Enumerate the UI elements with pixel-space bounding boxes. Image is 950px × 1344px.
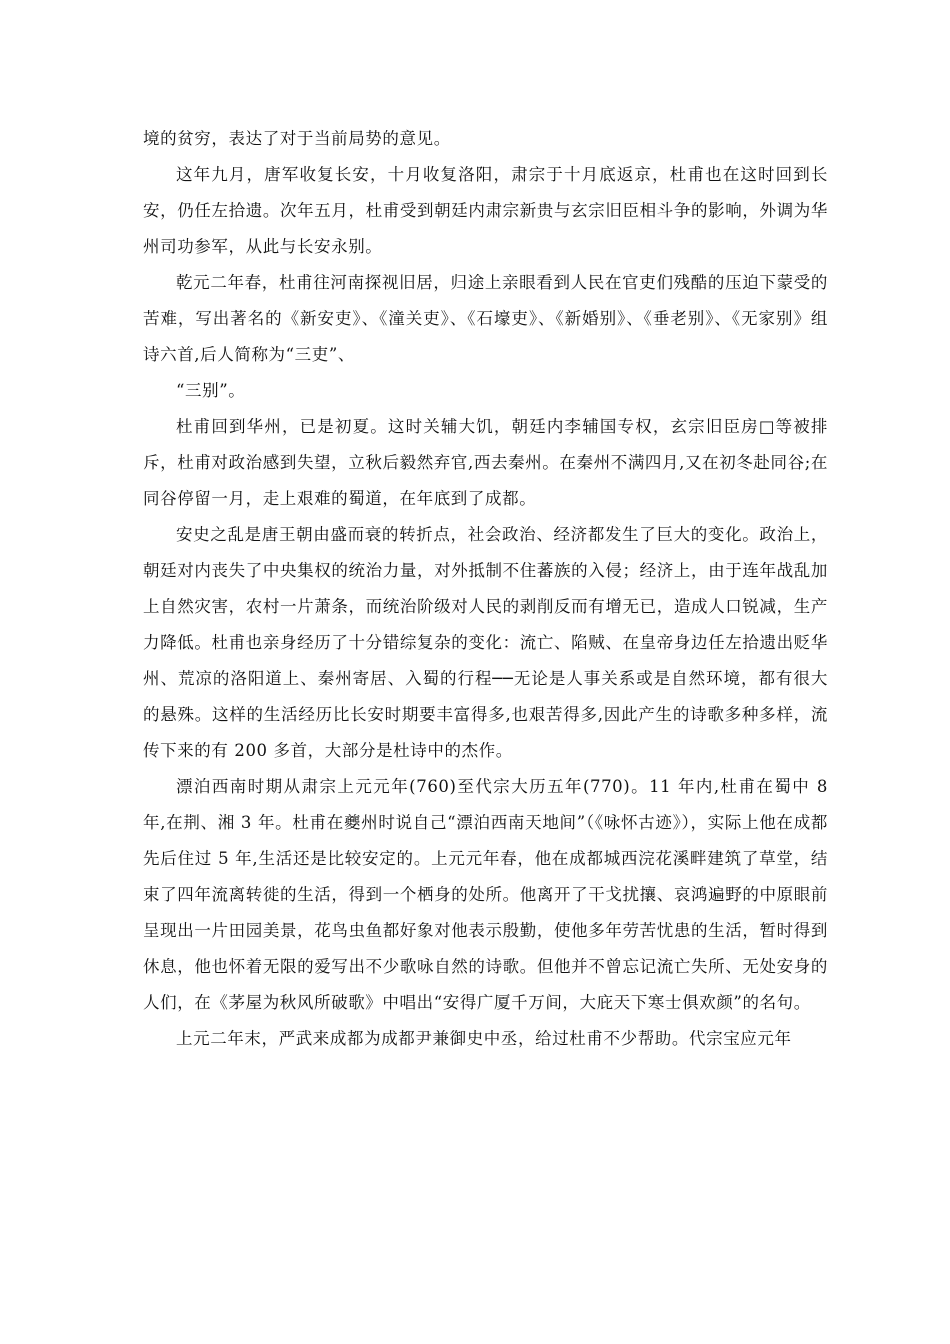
paragraph-continuation: 境的贫穷，表达了对于当前局势的意见。 bbox=[143, 129, 451, 148]
document-body bbox=[143, 121, 828, 1057]
paragraph-return-huazhou: 杜甫回到华州，已是初夏。这时关辅大饥，朝廷内李辅国专权，玄宗旧臣房□等被排斥，杜甫对政治感到失望，立秋后毅然弃官,西去秦州。在秦州不满四月,又在初冬赴同谷;在同谷停留一月，走上艰难的蜀道，在年底到了成都。 bbox=[143, 417, 828, 508]
paragraph-anshi-rebellion: 安史之乱是唐王朝由盛而衰的转折点，社会政治、经济都发生了巨大的变化。政治上，朝廷对内丧失了中央集权的统治力量，对外抵制不住蕃族的入侵；经济上，由于连年战乱加上自然灾害，农村一片萧条，而统治阶级对人民的剥削反而有增无已，造成人口锐减，生产力降低。杜甫也亲身经历了十分错综复杂的变化：流亡、陷贼、在皇帝身边任左拾遗出贬华州、荒凉的洛阳道上、秦州寄居、入蜀的行程──无论是人事关系或是自然环境，都有很大的悬殊。这样的生活经历比长安时期要丰富得多,也艰苦得多,因此产生的诗歌多种多样，流传下来的有 200 多首，大部分是杜诗中的杰作。 bbox=[143, 525, 828, 760]
paragraph-wandering-southwest: 漂泊西南时期从肃宗上元元年(760)至代宗大历五年(770)。11 年内,杜甫在蜀中 8 年,在荆、湘 3 年。杜甫在夔州时说自己“漂泊西南天地间”（《咏怀古迹》），实际上他在成都先后住过 5 年,生活还是比较安定的。上元元年春，他在成都城西浣花溪畔建筑了草堂，结束了四年流离转徙的生活，得到一个栖身的处所。他离开了干戈扰攘、哀鸿遍野的中原眼前呈现出一片田园美景，花鸟虫鱼都好象对他表示殷勤，使他多年劳苦忧患的生活，暂时得到休息，他也怀着无限的爱写出不少歌咏自然的诗歌。但他并不曾忘记流亡失所、无处安身的人们，在《茅屋为秋风所破歌》中唱出“安得广厦千万间，大庇天下寒士俱欢颜”的名句。 bbox=[143, 777, 828, 1012]
paragraph-army-recaptures-changan: 这年九月，唐军收复长安，十月收复洛阳，肃宗于十月底返京，杜甫也在这时回到长安，仍任左拾遗。次年五月，杜甫受到朝廷内肃宗新贵与玄宗旧臣相斗争的影响，外调为华州司功参军，从此与长安永别。 bbox=[143, 165, 828, 256]
paragraph-yan-wu: 上元二年末，严武来成都为成都尹兼御史中丞，给过杜甫不少帮助。代宗宝应元年 bbox=[176, 1029, 792, 1048]
paragraph-three-partings: “三别”。 bbox=[176, 381, 246, 400]
paragraph-three-officials: 乾元二年春，杜甫往河南探视旧居，归途上亲眼看到人民在官吏们残酷的压迫下蒙受的苦难，写出著名的《新安吏》、《潼关吏》、《石壕吏》、《新婚别》、《垂老别》、《无家别》组诗六首,后人简称为“三吏”、 bbox=[143, 273, 828, 364]
